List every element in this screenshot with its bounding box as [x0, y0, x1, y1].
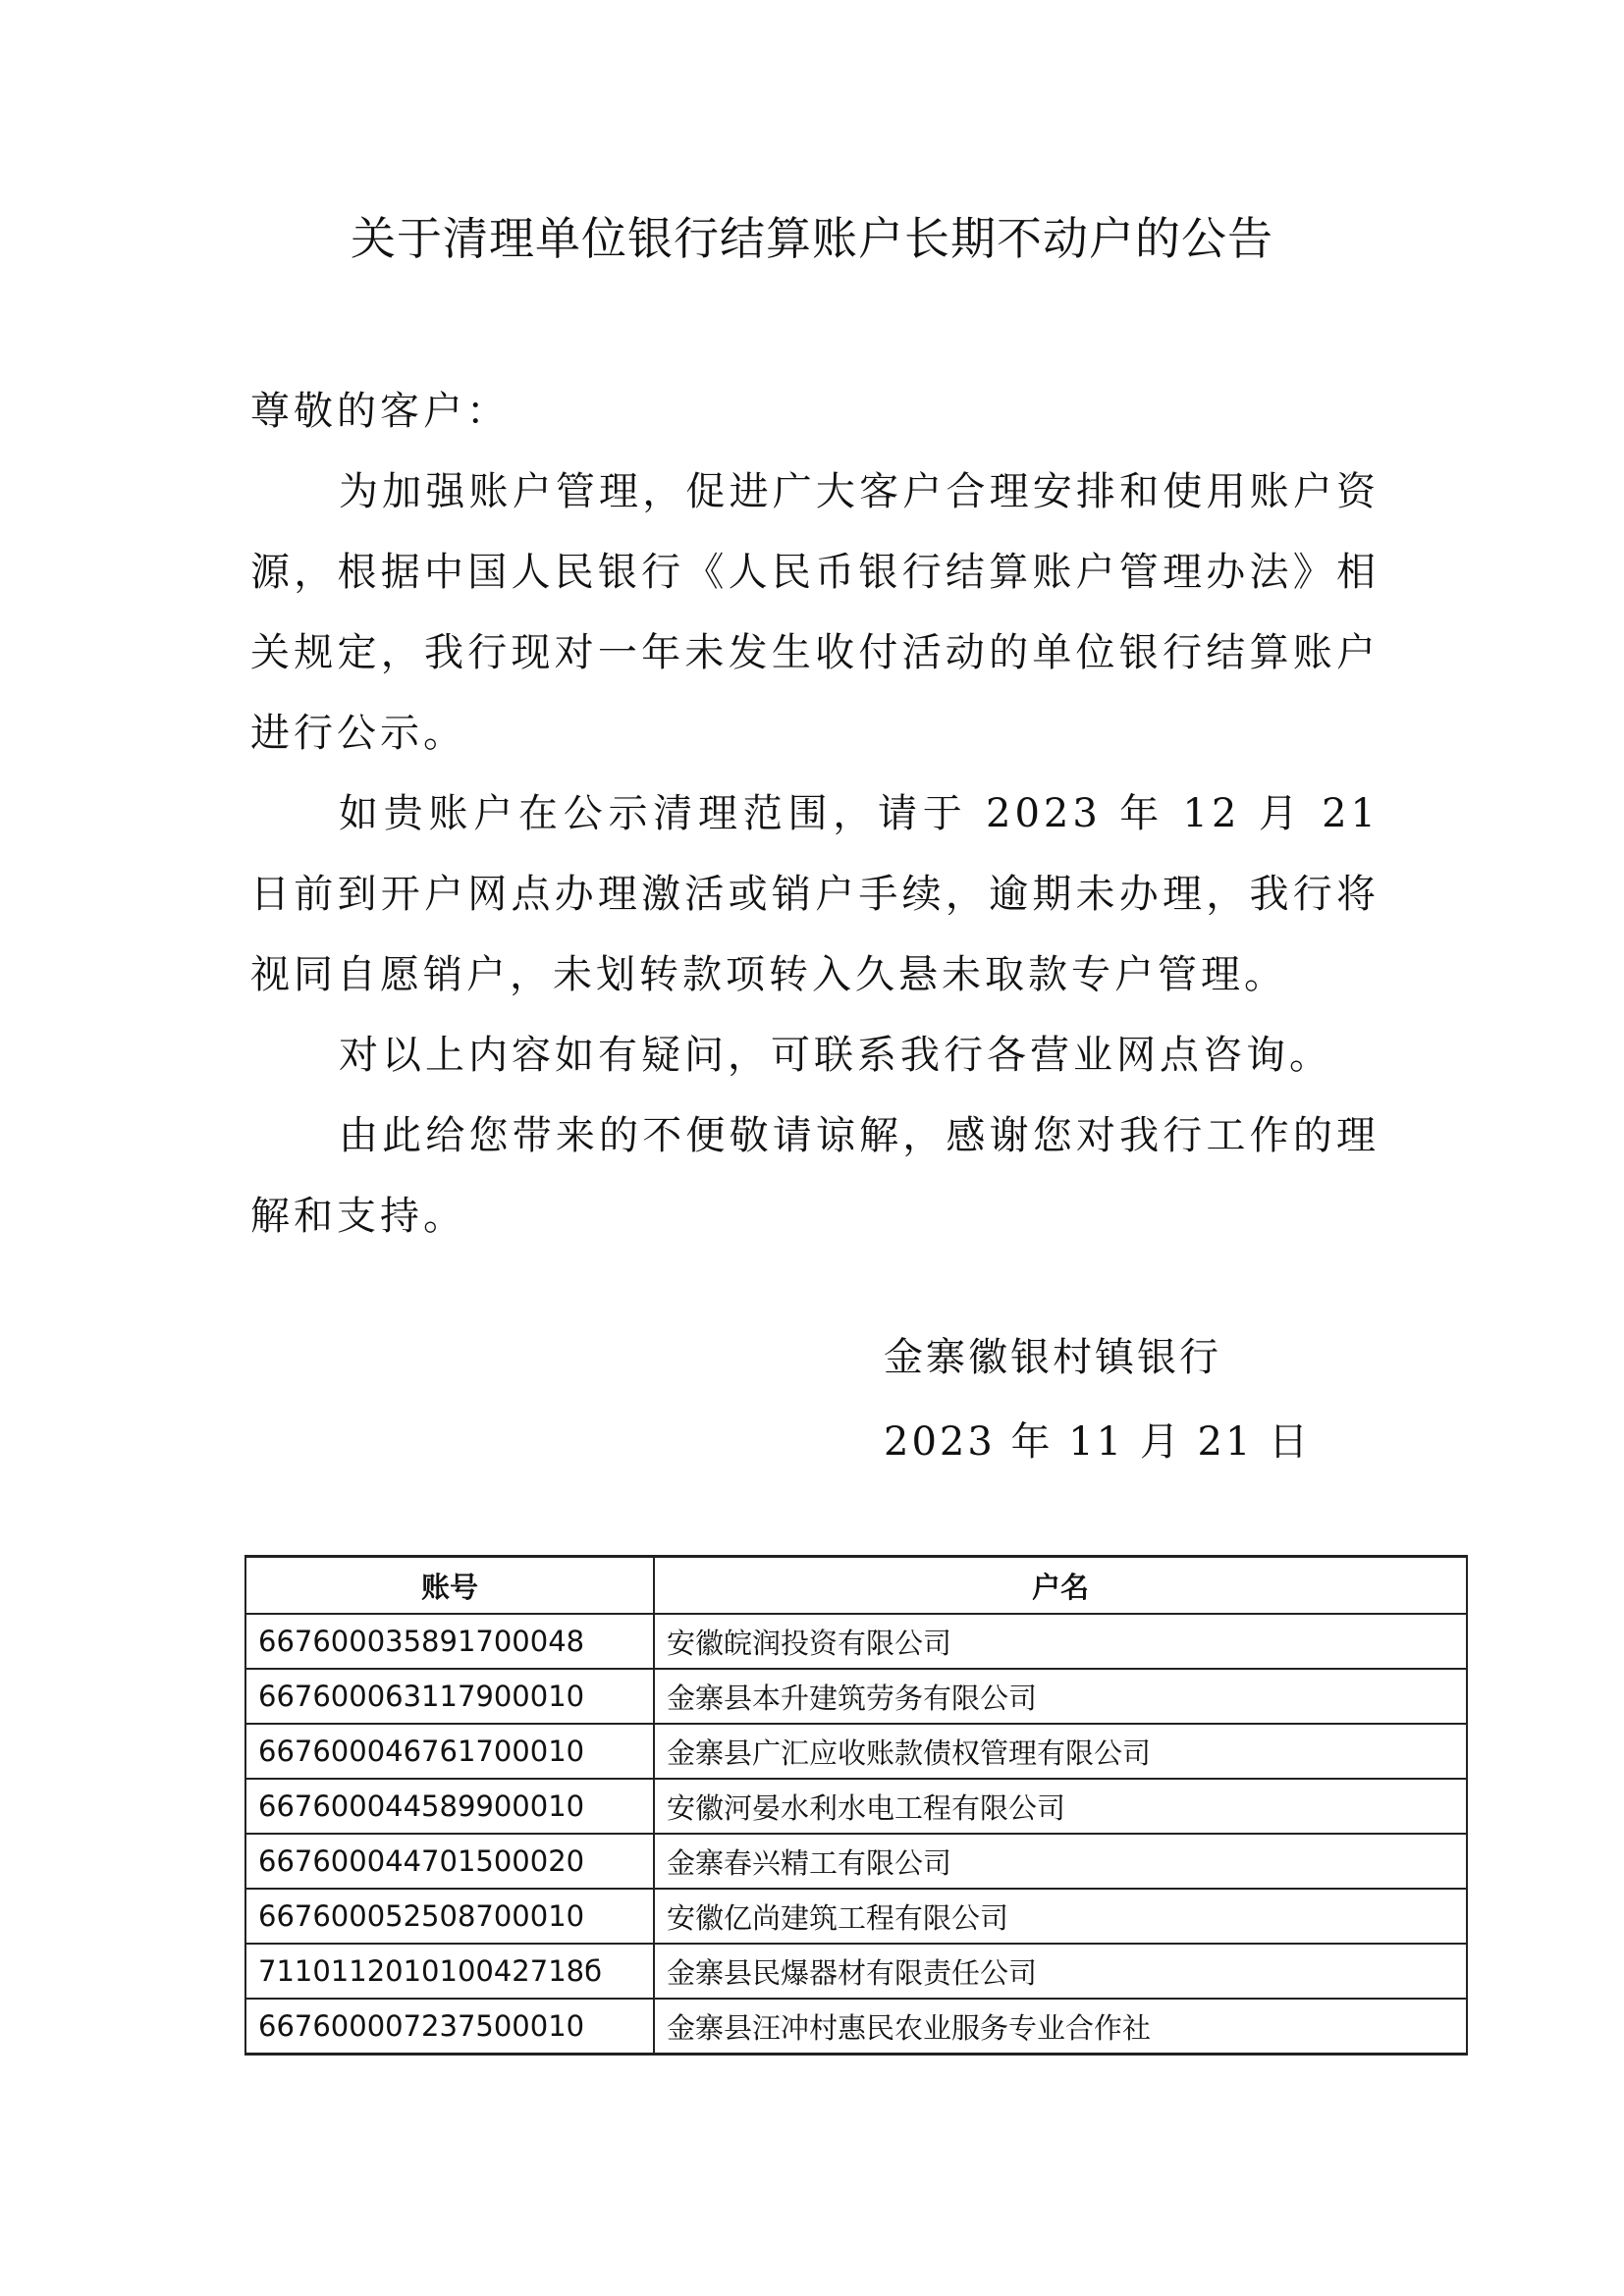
- paragraph-contact: 对以上内容如有疑问，可联系我行各营业网点咨询。: [339, 1033, 1332, 1078]
- paragraph-purpose: 为加强账户管理，促进广大客户合理安排和使用账户资源，根据中国人民银行《人民币银行结算账户管理办法》相关规定，我行现对一年未发生收付活动的单位银行结算账户进行公示。: [250, 469, 1380, 756]
- dormant-accounts-table: [244, 1555, 1468, 2056]
- signature-date: 2023 年 11 月 21 日: [884, 1419, 1312, 1465]
- table-row: [245, 1834, 1467, 1889]
- account-number: 667600044701500020: [245, 1834, 654, 1889]
- header-account: 账号: [245, 1557, 654, 1615]
- table-row: [245, 1889, 1467, 1944]
- table-header-row: [245, 1557, 1467, 1615]
- table-row: [245, 1669, 1467, 1724]
- account-number: 667600007237500010: [245, 1999, 654, 2055]
- table-row: [245, 1999, 1467, 2055]
- salutation: 尊敬的客户：: [250, 389, 510, 434]
- signature-bank-name: 金寨徽银村镇银行: [884, 1335, 1221, 1380]
- table-row: [245, 1944, 1467, 1999]
- header-name: 户名: [654, 1557, 1467, 1615]
- account-number: 667600046761700010: [245, 1724, 654, 1779]
- paragraph-thanks: 由此给您带来的不便敬请谅解，感谢您对我行工作的理解和支持。: [250, 1113, 1380, 1239]
- account-name: 金寨春兴精工有限公司: [654, 1834, 1467, 1889]
- account-number: 711011201010042718б: [245, 1944, 654, 1999]
- account-number: 667600052508700010: [245, 1889, 654, 1944]
- account-name: 安徽亿尚建筑工程有限公司: [654, 1889, 1467, 1944]
- notice-title: 关于清理单位银行结算账户长期不动户的公告: [351, 212, 1273, 265]
- account-name: 金寨县汪冲村惠民农业服务专业合作社: [654, 1999, 1467, 2055]
- account-name: 金寨县民爆器材有限责任公司: [654, 1944, 1467, 1999]
- table-row: [245, 1614, 1467, 1669]
- account-number: 667600035891700048: [245, 1614, 654, 1669]
- account-name: 安徽河晏水利水电工程有限公司: [654, 1779, 1467, 1834]
- account-name: 金寨县本升建筑劳务有限公司: [654, 1669, 1467, 1724]
- account-number: 667600063117900010: [245, 1669, 654, 1724]
- signature-block: [884, 1315, 1312, 1484]
- account-name: 金寨县广汇应收账款债权管理有限公司: [654, 1724, 1467, 1779]
- table-row: [245, 1724, 1467, 1779]
- table-row: [245, 1779, 1467, 1834]
- notice-body: [250, 371, 1380, 1256]
- account-number: 667600044589900010: [245, 1779, 654, 1834]
- account-name: 安徽皖润投资有限公司: [654, 1614, 1467, 1669]
- paragraph-deadline: 如贵账户在公示清理范围，请于 2023 年 12 月 21 日前到开户网点办理激活或销户手续，逾期未办理，我行将视同自愿销户，未划转款项转入久悬未取款专户管理。: [250, 791, 1380, 997]
